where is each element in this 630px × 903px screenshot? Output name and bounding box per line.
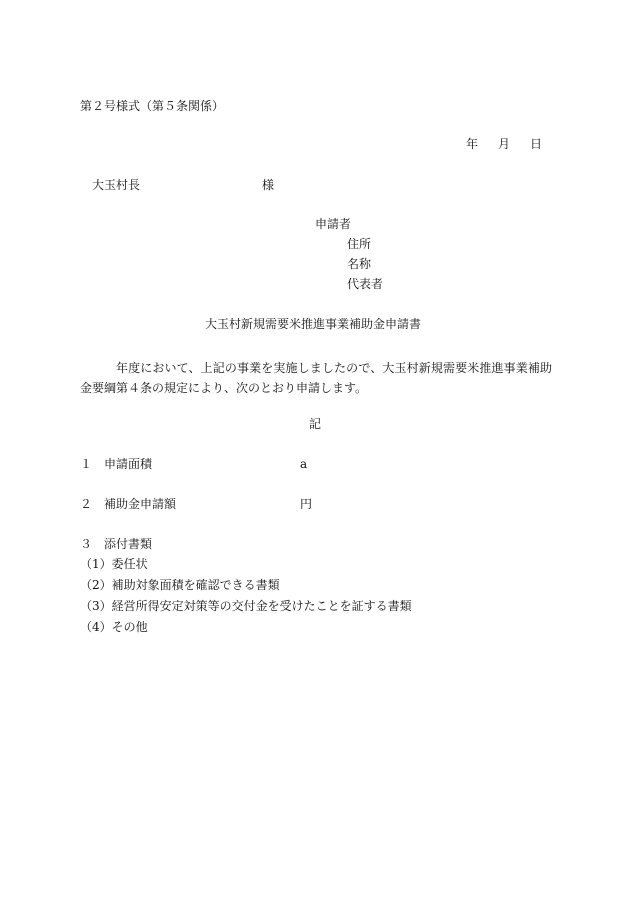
date-day-label: 日 <box>530 137 543 151</box>
body-paragraph: 年度において、上記の事業を実施しましたので、大玉村新規需要米推進事業補助金要綱第４条の規定により、次のとおり申請します。 <box>80 361 552 395</box>
list-item: （3）経営所得安定対策等の交付金を受けたことを証する書類 <box>80 599 412 613</box>
item-attachments-label: ３ 添付書類 <box>80 537 153 551</box>
item-area-label: １ 申請面積 <box>80 457 153 471</box>
applicant-heading: 申請者 <box>315 217 352 231</box>
list-item: （2）補助対象面積を確認できる書類 <box>80 578 280 592</box>
document-title: 大玉村新規需要米推進事業補助金申請書 <box>205 317 422 331</box>
ki-label: 記 <box>309 417 322 431</box>
item-area-unit: a <box>300 457 308 471</box>
form-number: 第２号様式（第５条関係） <box>80 99 225 113</box>
applicant-address-label: 住所 <box>347 237 372 251</box>
list-item: （1）委任状 <box>80 557 148 571</box>
addressee-name: 大玉村長 <box>92 178 141 192</box>
applicant-representative-label: 代表者 <box>347 277 384 291</box>
date-year-label: 年 <box>466 137 479 151</box>
date-month-label: 月 <box>498 137 511 151</box>
attachments-list <box>80 557 412 641</box>
list-item: （4）その他 <box>80 620 148 634</box>
item-amount-unit: 円 <box>300 497 313 511</box>
date-line <box>466 138 542 150</box>
addressee-honorific: 様 <box>262 178 275 192</box>
item-amount-label: ２ 補助金申請額 <box>80 497 177 511</box>
applicant-name-label: 名称 <box>347 257 372 271</box>
